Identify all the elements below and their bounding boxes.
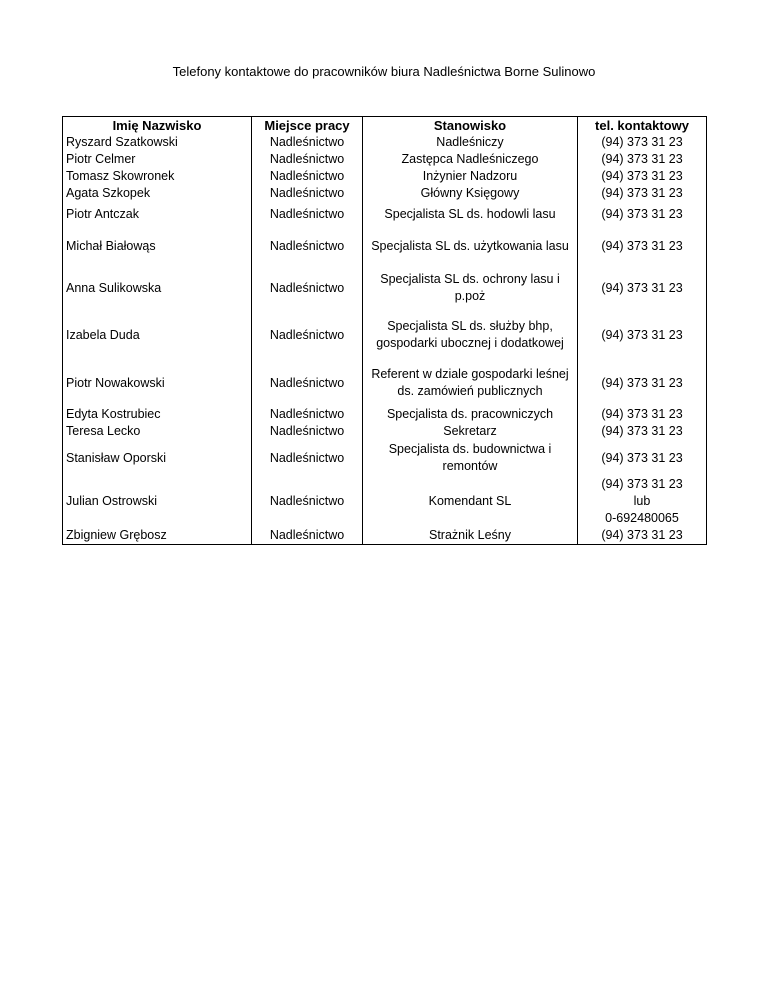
cell-name: Tomasz Skowronek [63, 168, 252, 185]
cell-place: Nadleśnictwo [252, 476, 363, 527]
cell-position: Specjalista ds. budownictwa i remontów [363, 440, 578, 476]
cell-position: Specjalista SL ds. użytkowania lasu [363, 226, 578, 266]
cell-name: Stanisław Oporski [63, 440, 252, 476]
cell-phone [578, 476, 707, 527]
cell-place: Nadleśnictwo [252, 266, 363, 310]
cell-position: Główny Księgowy [363, 185, 578, 202]
phone-number: (94) 373 31 23 [601, 424, 683, 438]
cell-position: Inżynier Nadzoru [363, 168, 578, 185]
phone-number: (94) 373 31 23 [601, 169, 683, 183]
cell-phone [578, 266, 707, 310]
cell-phone [578, 134, 707, 151]
cell-phone [578, 168, 707, 185]
cell-place: Nadleśnictwo [252, 226, 363, 266]
cell-position: Sekretarz [363, 423, 578, 440]
cell-place: Nadleśnictwo [252, 202, 363, 226]
table-row [63, 168, 707, 185]
table-row [63, 134, 707, 151]
phone-number: (94) 373 31 23 [601, 327, 683, 342]
column-header-position: Stanowisko [363, 117, 578, 135]
phone-number: (94) 373 31 23 [601, 280, 683, 295]
cell-position: Strażnik Leśny [363, 527, 578, 545]
cell-phone [578, 406, 707, 423]
cell-position: Zastępca Nadleśniczego [363, 151, 578, 168]
cell-name: Zbigniew Grębosz [63, 527, 252, 545]
cell-position: Komendant SL [363, 476, 578, 527]
cell-name: Teresa Lecko [63, 423, 252, 440]
table-row [63, 266, 707, 310]
column-header-phone: tel. kontaktowy [595, 118, 689, 133]
cell-name: Agata Szkopek [63, 185, 252, 202]
mobile-number: 0-692480065 [605, 511, 679, 525]
phone-number: (94) 373 31 23 [601, 450, 683, 465]
cell-phone [578, 310, 707, 360]
phone-number: (94) 373 31 23 [601, 407, 683, 421]
cell-phone [578, 151, 707, 168]
cell-name: Piotr Celmer [63, 151, 252, 168]
cell-phone [578, 185, 707, 202]
cell-place: Nadleśnictwo [252, 185, 363, 202]
cell-place: Nadleśnictwo [252, 406, 363, 423]
cell-name: Edyta Kostrubiec [63, 406, 252, 423]
table-row [63, 476, 707, 527]
cell-name: Piotr Nowakowski [63, 360, 252, 406]
phone-number: (94) 373 31 23 [601, 135, 683, 149]
cell-name: Izabela Duda [63, 310, 252, 360]
cell-phone [578, 527, 707, 545]
table-row [63, 360, 707, 406]
cell-place: Nadleśnictwo [252, 134, 363, 151]
cell-place: Nadleśnictwo [252, 168, 363, 185]
cell-position: Specjalista SL ds. hodowli lasu [363, 202, 578, 226]
cell-position: Nadleśniczy [363, 134, 578, 151]
table-header-row [63, 117, 707, 135]
cell-position: Referent w dziale gospodarki leśnej ds. zamówień publicznych [363, 360, 578, 406]
cell-place: Nadleśnictwo [252, 310, 363, 360]
cell-name: Anna Sulikowska [63, 266, 252, 310]
cell-position: Specjalista ds. pracowniczych [363, 406, 578, 423]
column-header-name: Imię Nazwisko [63, 117, 252, 135]
table-row [63, 527, 707, 545]
cell-phone [578, 202, 707, 226]
cell-name: Michał Białowąs [63, 226, 252, 266]
cell-position: Specjalista SL ds. ochrony lasu i p.poż [363, 266, 578, 310]
column-header-place: Miejsce pracy [252, 117, 363, 135]
table-row [63, 310, 707, 360]
phone-number: (94) 373 31 23 [601, 206, 683, 221]
cell-place: Nadleśnictwo [252, 423, 363, 440]
table-row [63, 406, 707, 423]
table-row [63, 226, 707, 266]
table-row [63, 440, 707, 476]
cell-place: Nadleśnictwo [252, 151, 363, 168]
cell-place: Nadleśnictwo [252, 527, 363, 545]
cell-place: Nadleśnictwo [252, 440, 363, 476]
phone-separator: lub [633, 494, 651, 508]
table-row [63, 423, 707, 440]
cell-name: Ryszard Szatkowski [63, 134, 252, 151]
phone-number: (94) 373 31 23 [601, 152, 683, 166]
cell-position: Specjalista SL ds. służby bhp, gospodarki ubocznej i dodatkowej [363, 310, 578, 360]
phone-number: (94) 373 31 23 [601, 238, 683, 253]
cell-phone [578, 360, 707, 406]
cell-phone [578, 423, 707, 440]
cell-name: Piotr Antczak [63, 202, 252, 226]
cell-place: Nadleśnictwo [252, 360, 363, 406]
table-row [63, 185, 707, 202]
phone-number: (94) 373 31 23 [601, 186, 683, 200]
contacts-table [62, 116, 707, 545]
phone-number: (94) 373 31 23 [601, 528, 683, 542]
page-title: Telefony kontaktowe do pracowników biura Nadleśnictwa Borne Sulinowo [172, 64, 596, 79]
cell-phone [578, 440, 707, 476]
cell-name: Julian Ostrowski [63, 476, 252, 527]
table-row [63, 202, 707, 226]
cell-phone [578, 226, 707, 266]
table-row [63, 151, 707, 168]
phone-number: (94) 373 31 23 [601, 477, 683, 491]
phone-number: (94) 373 31 23 [601, 375, 683, 390]
